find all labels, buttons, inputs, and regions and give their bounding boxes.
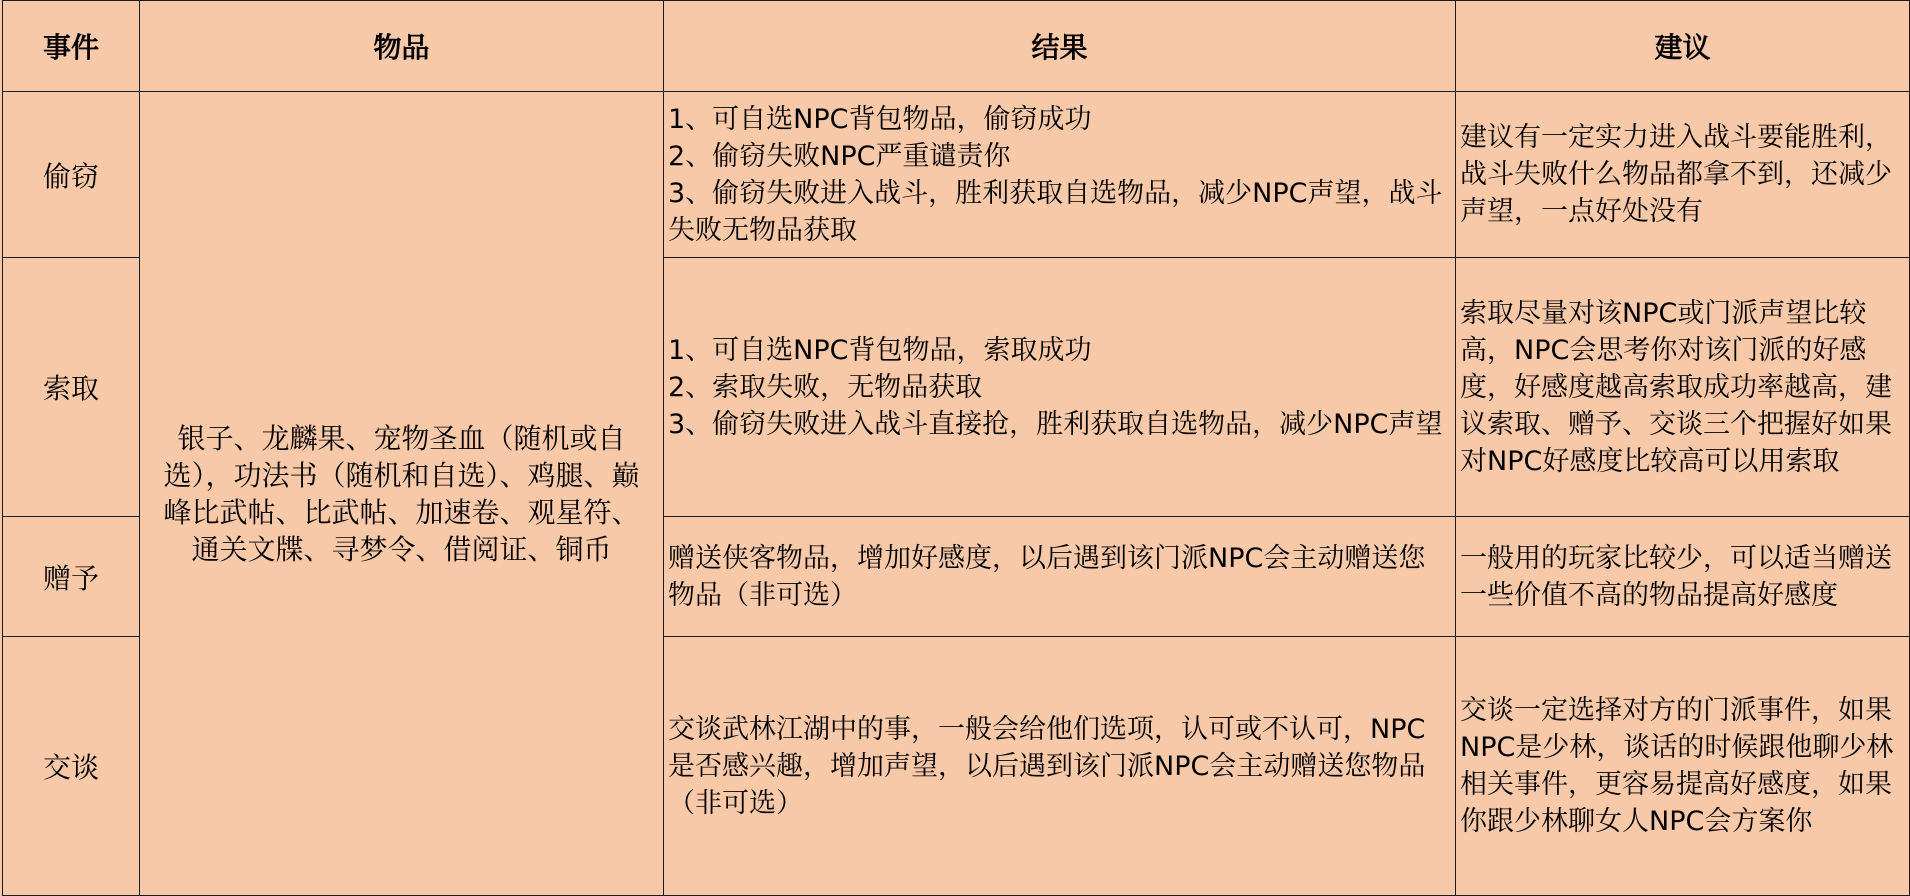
- result-line: 3、偷窃失败进入战斗，胜利获取自选物品，减少NPC声望，战斗失败无物品获取: [668, 177, 1443, 246]
- result-line: 赠送侠客物品，增加好感度，以后遇到该门派NPC会主动赠送您物品（非可选）: [668, 542, 1426, 611]
- table-row: [3, 92, 1910, 258]
- result-line: 交谈武林江湖中的事，一般会给他们选项，认可或不认可，NPC是否感兴趣，增加声望，以后遇到该门派NPC会主动赠送您物品（非可选）: [668, 713, 1426, 819]
- result-cell: [664, 517, 1456, 637]
- result-line: 2、索取失败，无物品获取: [668, 371, 983, 403]
- result-line: 1、可自选NPC背包物品，索取成功: [668, 334, 1092, 366]
- result-line: 1、可自选NPC背包物品，偷窃成功: [668, 103, 1092, 135]
- event-cell: 交谈: [3, 637, 140, 896]
- advice-text: 建议有一定实力进入战斗要能胜利，战斗失败什么物品都拿不到，还减少声望，一点好处没有: [1460, 122, 1892, 227]
- header-advice: 建议: [1456, 1, 1910, 92]
- advice-text: 索取尽量对该NPC或门派声望比较高，NPC会思考你对该门派的好感度，好感度越高索取成功率越高，建议索取、赠予、交谈三个把握好如果对NPC好感度比较高可以用索取: [1460, 297, 1892, 477]
- advice-cell: [1456, 637, 1910, 896]
- event-cell: 索取: [3, 258, 140, 517]
- event-table: [2, 0, 1910, 896]
- header-items: 物品: [140, 1, 664, 92]
- advice-text: 交谈一定选择对方的门派事件，如果NPC是少林，谈话的时候跟他聊少林相关事件，更容易提高好感度，如果你跟少林聊女人NPC会方案你: [1460, 695, 1894, 837]
- header-row: [3, 1, 1910, 92]
- advice-cell: [1456, 258, 1910, 517]
- items-cell: [140, 92, 664, 896]
- event-cell: 赠予: [3, 517, 140, 637]
- advice-text: 一般用的玩家比较少，可以适当赠送一些价值不高的物品提高好感度: [1460, 542, 1892, 611]
- advice-cell: [1456, 517, 1910, 637]
- event-cell: 偷窃: [3, 92, 140, 258]
- result-cell: [664, 258, 1456, 517]
- header-result: 结果: [664, 1, 1456, 92]
- result-line: 2、偷窃失败NPC严重谴责你: [668, 140, 1011, 172]
- items-text: 银子、龙麟果、宠物圣血（随机或自选），功法书（随机和自选）、鸡腿、巅峰比武帖、比武帖、加速卷、观星符、通关文牒、寻梦令、借阅证、铜币: [163, 421, 640, 566]
- result-cell: [664, 637, 1456, 896]
- advice-cell: [1456, 92, 1910, 258]
- result-cell: [664, 92, 1456, 258]
- result-line: 3、偷窃失败进入战斗直接抢，胜利获取自选物品，减少NPC声望: [668, 408, 1443, 440]
- header-event: 事件: [3, 1, 140, 92]
